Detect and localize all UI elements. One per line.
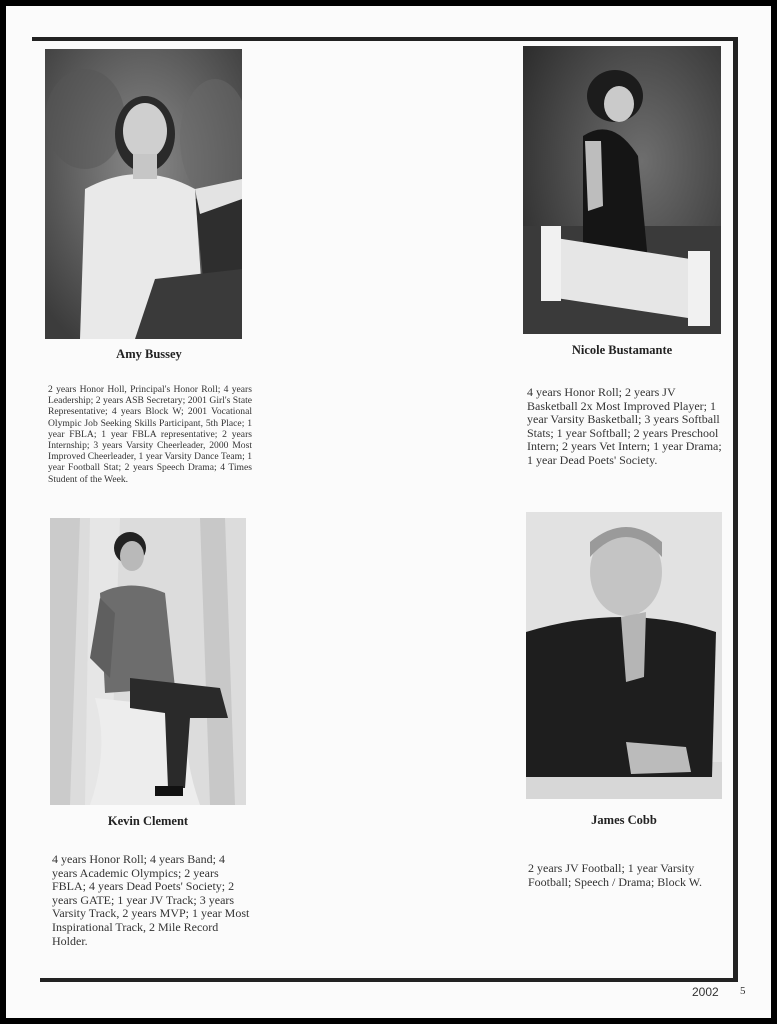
student-bio: 2 years Honor Holl, Principal's Honor Roll; 4 years Leadership; 2 years ASB Secretary; 2001 Girl's State Representative; 4 years Block W; 2001 Vocational Olympic Job Seeking Skills Participant, 5th Place; 1 year FBLA; 1 year FBLA representative; 2 years Internship; 3 years Varsity Cheerleader, 2000 Most Improved Cheerleader, 1 year Varsity Dance Team; 1 year Football Stat; 2 years Speech Drama; 4 Times Student of the Week.: [48, 384, 252, 485]
page-border-top: [32, 37, 736, 41]
student-bio: 2 years JV Football; 1 year Varsity Football; Speech / Drama; Block W.: [528, 861, 702, 889]
student-bio: 4 years Honor Roll; 2 years JV Basketball 2x Most Improved Player; 1 year Varsity Basketball; 3 years Softball Stats; 1 year Softball; 2 years Preschool Intern; 2 years Vet Intern; 1 year Drama; 1 year Dead Poets' Society.: [527, 385, 722, 467]
student-name: Kevin Clement: [107, 814, 189, 828]
student-photo-kevin-clement: [50, 518, 246, 805]
page-border-bottom: [40, 978, 738, 982]
student-bio: 4 years Honor Roll; 4 years Band; 4 years Academic Olympics; 2 years FBLA; 4 years Dead Poets' Society; 2 years GATE; 1 year JV Track; 3 years Varsity Track, 2 years MVP; 1 year Most Inspirational Track, 2 Mile Record Holder.: [52, 852, 250, 948]
student-photo-amy-bussey: [45, 49, 242, 339]
page-number: 5: [740, 985, 746, 997]
student-photo-nicole-bustamante: [523, 46, 721, 334]
student-name: Amy Bussey: [116, 347, 182, 361]
student-photo-james-cobb: [526, 512, 722, 799]
student-name: James Cobb: [591, 813, 657, 827]
yearbook-year: 2002: [692, 985, 719, 999]
student-name: Nicole Bustamante: [571, 343, 673, 357]
page-border-right: [733, 37, 738, 980]
